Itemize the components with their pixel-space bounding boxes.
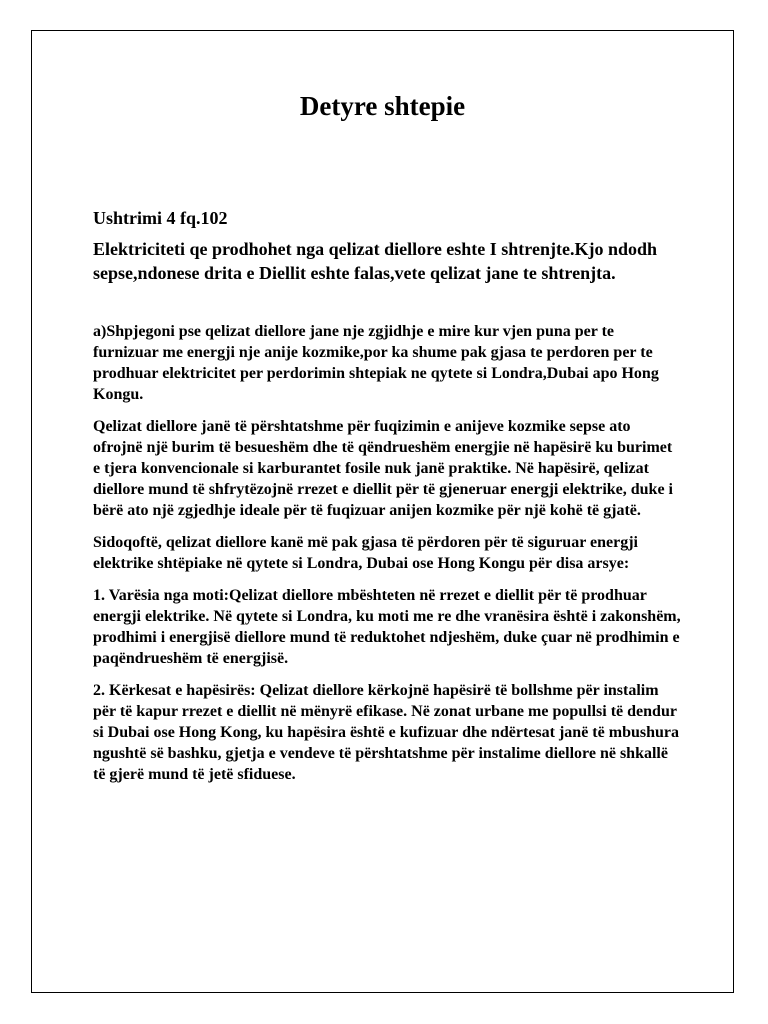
- document-body: [93, 206, 683, 785]
- answer-point-1: 1. Varësia nga moti:Qelizat diellore mbështeten në rrezet e diellit për të prodhuar energji elektrike. Në qytete si Londra, ku moti me re dhe vranësira është i zakonshëm, prodhimi i energjisë diellore mund të reduktohet ndjeshëm, duke çuar në prodhimin e paqëndrueshëm të energjisë.: [93, 587, 681, 667]
- answer-point-2: 2. Kërkesat e hapësirës: Qelizat diellore kërkojnë hapësirë të bollshme për instalim për të kapur rrezet e diellit në mënyrë efikase. Në zonat urbane me popullsi të dendur si Dubai ose Hong Kong, ku hapësira është e kufizuar dhe ndërtesat janë të mbushura ngushtë së bashku, gjetja e vendeve të përshtatshme për instalime diellore në shkallë të gjerë mund të jetë sfiduese.: [93, 682, 679, 783]
- exercise-statement: Elektriciteti qe prodhohet nga qelizat diellore eshte I shtrenjte.Kjo ndodh sepse,ndonese drita e Diellit eshte falas,vete qelizat jane te shtrenjta.: [93, 239, 657, 283]
- document-title: Detyre shtepie: [299, 91, 466, 121]
- answer-paragraph-1: Qelizat diellore janë të përshtatshme për fuqizimin e anijeve kozmike sepse ato ofrojnë një burim të besueshëm dhe të qëndrueshëm energjie në hapësirë ku burimet e tjera konvencionale si karburantet fosile nuk janë praktike. Në hapësirë, qelizat diellore mund të shfrytëzojnë rrezet e diellit për të gjeneruar energji elektrike, duke i bërë ato një zgjedhje ideale për të fuqizuar anijen kozmike për një kohë të gjatë.: [93, 418, 673, 519]
- exercise-reference: Ushtrimi 4 fq.102: [93, 208, 228, 228]
- answer-paragraph-2: Sidoqoftë, qelizat diellore kanë më pak gjasa të përdoren për të siguruar energji elektrike shtëpiake në qytete si Londra, Dubai ose Hong Kongu për disa arsye:: [93, 534, 638, 572]
- exercise-question: a)Shpjegoni pse qelizat diellore jane nje zgjidhje e mire kur vjen puna per te furnizuar me energji nje anije kozmike,por ka shume pak gjasa te perdoren per te prodhuar elektricitet per perdorimin shtepiak ne qytete si Londra,Dubai apo Hong Kongu.: [93, 323, 659, 403]
